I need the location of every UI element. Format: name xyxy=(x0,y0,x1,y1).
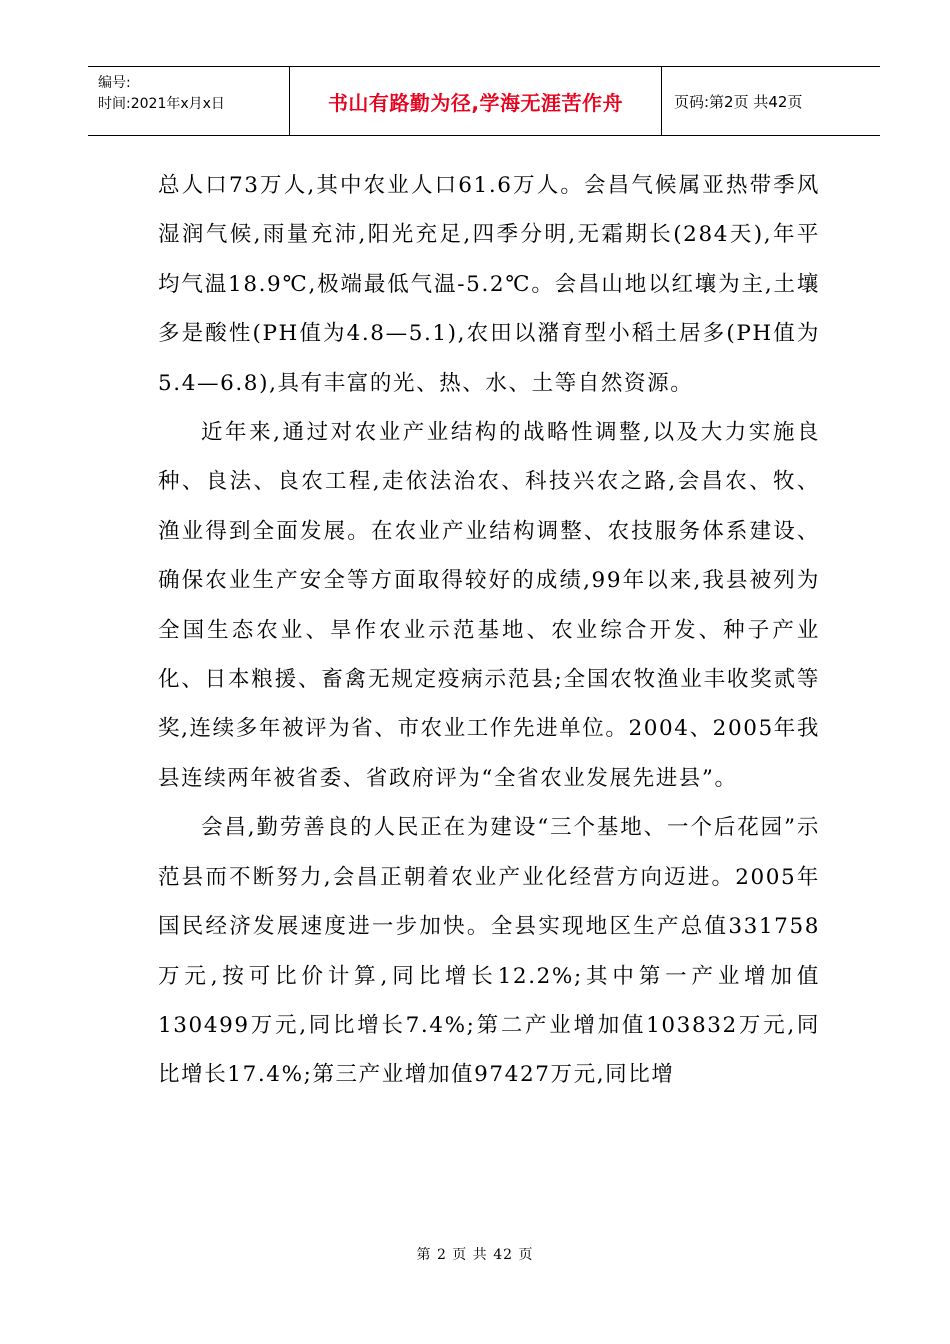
document-body xyxy=(158,161,820,1100)
body-paragraph: 近年来,通过对农业产业结构的战略性调整,以及大力实施良种、良法、良农工程,走依法治农、科技兴农之路,会昌农、牧、渔业得到全面发展。在农业产业结构调整、农技服务体系建设、确保农业生产安全等方面取得较好的成绩,99年以来,我县被列为全国生态农业、旱作农业示范基地、农业综合开发、种子产业化、日本粮援、畜禽无规定疫病示范县;全国农牧渔业丰收奖贰等奖,连续多年被评为省、市农业工作先进单位。2004、2005年我县连续两年被省委、省政府评为“全省农业发展先进县”。 xyxy=(158,420,820,791)
header-motto: 书山有路勤为径,学海无涯苦作舟 xyxy=(290,67,662,135)
document-number-label: 编号: xyxy=(98,75,131,91)
body-paragraph: 总人口73万人,其中农业人口61.6万人。会昌气候属亚热带季风湿润气候,雨量充沛,阳光充足,四季分明,无霜期长(284天),年平均气温18.9℃,极端最低气温-5.2℃。会昌山地以红壤为主,土壤多是酸性(PH值为4.8—5.1),农田以潴育型小稻土居多(PH值为5.4—6.8),具有丰富的光、热、水、土等自然资源。 xyxy=(158,173,820,396)
document-time-label: 时间:2021年x月x日 xyxy=(98,96,225,112)
header-info-cell xyxy=(88,67,290,135)
header-page-label: 页码:第2页 共42页 xyxy=(674,92,803,111)
page-footer: 第 2 页 共 42 页 xyxy=(416,1247,534,1263)
body-paragraph: 会昌,勤劳善良的人民正在为建设“三个基地、一个后花园”示范县而不断努力,会昌正朝着农业产业化经营方向迈进。2005年国民经济发展速度进一步加快。全县实现地区生产总值331758万元,按可比价计算,同比增长12.2%;其中第一产业增加值130499万元,同比增长7.4%;第二产业增加值103832万元,同比增长17.4%;第三产业增加值97427万元,同比增 xyxy=(158,815,820,1088)
page-header xyxy=(88,66,880,136)
